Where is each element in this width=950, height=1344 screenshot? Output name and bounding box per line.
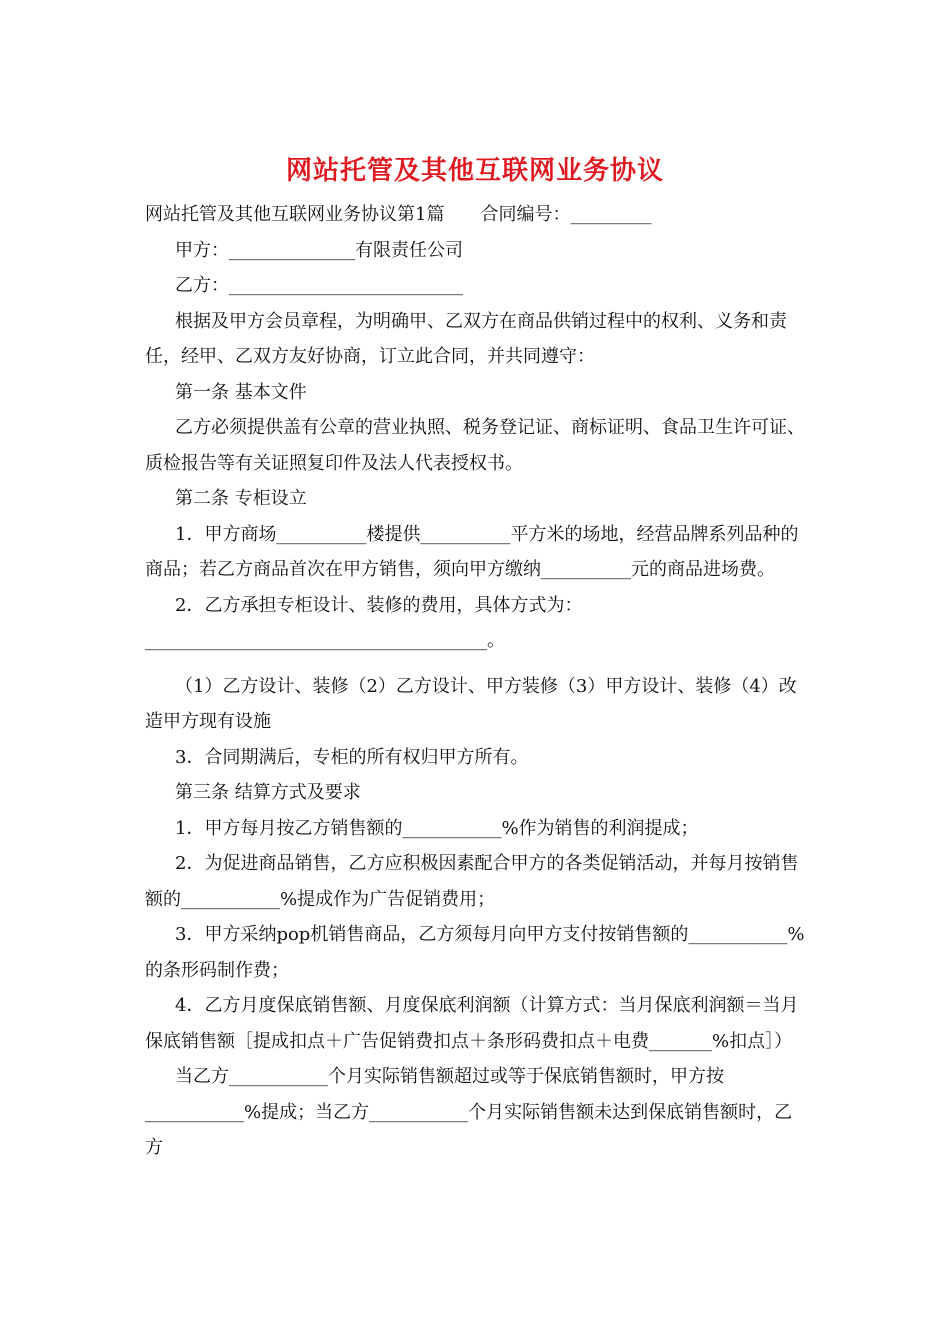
paragraph-article-1: 乙方必须提供盖有公章的营业执照、税务登记证、商标证明、食品卫生许可证、质检报告等有关证照复印件及法人代表授权书。 <box>145 417 805 474</box>
document-title: 网站托管及其他互联网业务协议 <box>285 156 664 186</box>
paragraph-article-2-item-3: 3．合同期满后，专柜的所有权归甲方所有。 <box>175 746 529 768</box>
paragraph-article-3-settlement: 当乙方___________个月实际销售额超过或等于保底销售额时，甲方按___________%提成；当乙方___________个月实际销售额未达到保底销售额时，乙方 <box>145 1066 793 1158</box>
paragraph-article-3-item-2: 2．为促进商品销售，乙方应积极因素配合甲方的各类促销活动，并每月按销售额的___________%提成作为广告促销费用； <box>145 853 799 910</box>
article-heading-3: 第三条 结算方式及要求 <box>175 782 361 803</box>
paragraph-article-3-item-4: 4．乙方月度保底销售额、月度保底利润额（计算方式：当月保底利润额＝当月保底销售额［提成扣点＋广告促销费扣点＋条形码费扣点＋电费_______%扣点］） <box>145 995 799 1052</box>
paragraph-party-a: 甲方：______________有限责任公司 <box>175 239 463 261</box>
paragraph-party-b: 乙方：__________________________ <box>175 275 463 296</box>
paragraph-header-line: 网站托管及其他互联网业务协议第1篇 合同编号：_________ <box>145 204 652 225</box>
paragraph-article-2-options: （1）乙方设计、装修（2）乙方设计、甲方装修（3）甲方设计、装修（4）改造甲方现有设施 <box>145 675 797 732</box>
paragraph-preamble: 根据及甲方会员章程，为明确甲、乙双方在商品供销过程中的权利、义务和责任，经甲、乙双方友好协商，订立此合同，并共同遵守： <box>145 310 787 367</box>
document-body <box>145 197 805 1166</box>
paragraph-article-3-item-3: 3．甲方采纳pop机销售商品，乙方须每月向甲方支付按销售额的___________%的条形码制作费； <box>145 924 805 981</box>
paragraph-article-2-item-1: 1．甲方商场__________楼提供__________平方米的场地，经营品牌系列品种的商品；若乙方商品首次在甲方销售，须向甲方缴纳__________元的商品进场费。 <box>145 523 799 580</box>
paragraph-article-2-item-2: 2．乙方承担专柜设计、装修的费用，具体方式为：______________________________________。 <box>145 594 583 651</box>
article-heading-2: 第二条 专柜设立 <box>175 488 307 509</box>
paragraph-article-3-item-1: 1．甲方每月按乙方销售额的___________%作为销售的利润提成； <box>175 817 699 839</box>
article-heading-1: 第一条 基本文件 <box>175 381 307 403</box>
